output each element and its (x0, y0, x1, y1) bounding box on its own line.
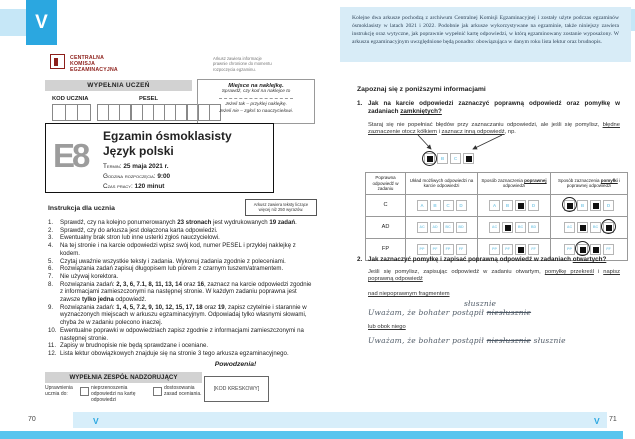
exam-duration-row (103, 183, 164, 190)
instruction-item (48, 234, 316, 242)
answer-box-plain (577, 200, 588, 211)
answer-box-plain (430, 200, 441, 211)
handwritten-example-2: Uważam, że bohater postąpił niesłusznie słusznie (368, 336, 566, 345)
answer-box-circled (564, 200, 575, 211)
start-value: 9:00 (157, 173, 171, 180)
answer-letter: BD (530, 225, 537, 230)
answer-box-row (552, 200, 626, 211)
entry-cell (77, 104, 91, 121)
answer-box-circled (577, 244, 588, 255)
answer-boxes-cell (478, 194, 551, 216)
instruction-number: 2. (48, 226, 54, 234)
answer-letter: D (459, 202, 463, 208)
barcode-placeholder: [KOD KRESKOWY] (204, 376, 269, 402)
answer-box-plain (489, 200, 500, 211)
question2-number: 2. (357, 256, 363, 263)
instruction-number: 10. (48, 326, 57, 334)
instruction-item (48, 350, 316, 358)
answer-box-row (479, 222, 549, 233)
answer-letter: AC (566, 225, 573, 230)
entry-cell (153, 104, 165, 121)
answer-letter: PP (492, 247, 497, 252)
answer-letter: FF (531, 247, 536, 252)
answer-boxes-cell (406, 194, 478, 216)
answer-letter: A (420, 202, 424, 208)
question2-paragraph: Jeśli się pomylisz, zapisując odpowiedź w zadaniu otwartym, pomyłkę przekreśl i napisz poprawną odpowiedź (368, 269, 620, 283)
answer-box-plain (489, 222, 500, 233)
term-label: Termin: (103, 163, 122, 170)
sticker-yes-line: Jeżeli tak – przyklej naklejkę. (225, 102, 287, 108)
instruction-title: Instrukcja dla ucznia (48, 205, 115, 212)
answer-box-plain (528, 200, 539, 211)
question2-text: Jak zaznaczyć pomyłkę i zapisać poprawną odpowiedź w zadaniach otwartych? (368, 256, 607, 263)
answer-letter: PF (505, 247, 510, 252)
answer-letter: C (446, 202, 450, 208)
instruction-text: Na tej stronie i na karcie odpowiedzi wpisz swój kod, numer PESEL i przyklej naklejkę z kodem. (60, 242, 296, 257)
answer-box-plain (456, 244, 467, 255)
answer-letter: PP (419, 247, 425, 252)
instruction-number: 1. (48, 219, 54, 226)
answer-box-plain (528, 244, 539, 255)
instruction-text: Sprawdź, czy na kolejno ponumerowanych 23 stronach jest wydrukowanych 19 zadań. (60, 219, 297, 226)
page-edge-decoration-left (0, 9, 26, 36)
answer-box-plain (456, 200, 467, 211)
page-number-right: 71 (609, 416, 617, 423)
answer-box-plain (515, 222, 526, 233)
exam-subject: Język polski (103, 144, 174, 158)
answer-box-plain (417, 222, 428, 233)
entry-cell (65, 104, 79, 121)
cke-logo-icon (50, 54, 65, 69)
instruction-item (48, 242, 316, 257)
answer-box-plain (603, 200, 614, 211)
label-above-fragment: nad niepoprawnym fragmentem (368, 291, 450, 297)
answer-letter: C (453, 156, 458, 161)
answer-box-plain (502, 244, 513, 255)
instruction-text: Lista lektur obowiązkowych znajduje się na stronie 3 tego arkusza egzaminacyjnego. (60, 349, 289, 357)
instruction-item (48, 273, 316, 281)
footer-chapter-letter-left: V (93, 415, 99, 426)
page-number-left: 70 (28, 416, 36, 423)
answer-letter: AC (419, 225, 425, 230)
instruction-text: Zapisy w brudnopisie nie będą sprawdzane i oceniane. (60, 342, 209, 350)
answer-letter: A (492, 202, 497, 208)
question1-text: Jak na karcie odpowiedzi zaznaczyć poprawną odpowiedź oraz pomyłkę w zadaniach zamkniętych? (368, 100, 620, 115)
answer-boxes-cell (551, 194, 628, 216)
instruction-item (48, 219, 316, 227)
answer-box-row (407, 222, 476, 233)
instruction-number: 11. (48, 342, 57, 350)
table-header-cell: Poprawna odpowiedź w zadaniu (366, 173, 406, 195)
handwritten-example-1: Uważam, że bohater postąpił niesłusznie (368, 308, 532, 317)
answer-box-plain (603, 244, 614, 255)
answer-box-circled (603, 222, 614, 233)
answer-box-plain (489, 244, 500, 255)
entry-cell (119, 104, 131, 121)
answer-box-plain (590, 222, 601, 233)
correct-answer-cell: FP (366, 238, 406, 260)
instruction-number: 3. (48, 234, 54, 242)
entry-cell (175, 104, 187, 121)
instruction-number: 7. (48, 272, 54, 280)
answer-box-filled (577, 222, 588, 233)
instruction-number: 4. (48, 242, 54, 250)
handwritten-correction: słusznie (464, 299, 497, 308)
instruction-text: Ewentualne poprawki w odpowiedziach zapisz zgodnie z informacjami zamieszczonymi na następnej stronie. (60, 326, 304, 342)
start-label: Godzina rozpoczęcia: (103, 173, 156, 180)
instruction-item (48, 265, 316, 273)
instruction-number: 12. (48, 349, 57, 357)
entry-cell (52, 104, 66, 121)
answer-letter: PF (432, 247, 438, 252)
entry-cell (164, 104, 176, 121)
sticker-title: Miejsce na naklejkę. (228, 83, 284, 89)
instruction-number: 5. (48, 257, 54, 265)
instruction-number: 8. (48, 280, 54, 288)
footer-chapter-letter-right: V (594, 415, 600, 426)
good-luck-text: Powodzenia! (214, 361, 257, 368)
answer-box-row (479, 244, 549, 255)
answer-letter: BC (592, 225, 599, 230)
answer-box-filled (515, 200, 526, 211)
answer-box-plain (564, 222, 575, 233)
instruction-item (48, 258, 316, 266)
word-count-note: Arkusz zawiera teksty liczące więcej niż 250 wyrazów. (245, 199, 317, 216)
table-header-cell: Układ możliwych odpowiedzi na karcie odpowiedzi (406, 173, 478, 195)
answer-box-circled (424, 153, 435, 164)
supervisor-option-label: dostosowania zasad oceniania. (164, 385, 202, 397)
chapter-tab (26, 0, 57, 45)
sticker-no-line: Jeżeli nie – zgłoś to nauczycielowi. (218, 108, 294, 114)
answer-letter: B (580, 202, 585, 208)
example-answer-boxes (424, 153, 474, 164)
answer-box-plain (528, 222, 539, 233)
legal-note: Arkusz zawiera informacje prawnie chronione do momentu rozpoczęcia egzaminu. (213, 56, 272, 72)
answer-box-row (407, 200, 476, 211)
cke-name: CENTRALNA KOMISJA EGZAMINACYJNA (70, 55, 118, 74)
sticker-separator (219, 98, 292, 99)
answer-letter: FF (606, 247, 611, 252)
checkbox-icon (80, 387, 89, 396)
instruction-item (48, 227, 316, 235)
question1-paragraph: Staraj się nie popełniać błędów przy zaznaczaniu odpowiedzi, ale jeśli się pomylisz, błędne zaznaczenie otocz kółkiem i zaznacz inną odpowiedź, np. (368, 122, 620, 136)
instruction-item (48, 281, 316, 304)
answer-letter: AC (491, 225, 498, 230)
answer-letter: B (505, 202, 510, 208)
answer-box-plain (417, 200, 428, 211)
answer-box-plain (430, 244, 441, 255)
pointer-arrows-icon (410, 134, 510, 152)
instruction-item (48, 304, 316, 327)
instruction-item (48, 342, 316, 350)
instruction-text: Rozwiązania zadań zapisuj długopisem lub piórem z czarnym tuszem/atramentem. (60, 265, 284, 273)
answer-box-plain (443, 200, 454, 211)
label-beside-fragment: lub obok niego (368, 324, 406, 330)
table-header-row (366, 173, 628, 195)
answer-letter: B (440, 156, 445, 161)
marking-instruction-table (365, 172, 628, 261)
supervisor-option-label: nieprzenoszenia odpowiedzi na kartę odpowiedzi (91, 385, 136, 403)
answer-letter: BD (458, 225, 464, 230)
answer-letter: PP (567, 247, 572, 252)
answer-box-plain (502, 200, 513, 211)
answer-box-filled (502, 222, 513, 233)
answer-letter: D (606, 202, 611, 208)
e8-logo: E8 (53, 137, 88, 174)
instruction-text: Sprawdź, czy do arkusza jest dołączona karta odpowiedzi. (60, 226, 218, 234)
student-code-label: KOD UCZNIA (52, 96, 89, 102)
entry-cell (97, 104, 109, 121)
exam-term-row (103, 163, 169, 170)
instruction-text: Rozwiązania zadań: 2, 3, 6, 7.1, 8, 11, 13, 14 oraz 16, zaznacz na karcie odpowiedzi zgodnie z informacjami zamieszczonymi na następnej stronie. W każdym zadaniu poprawna jest zawsze tylko jedna odpowiedź. (60, 280, 312, 304)
answer-box-filled (590, 244, 601, 255)
duration-label: Czas pracy: (103, 183, 133, 190)
instruction-list (48, 219, 316, 358)
entry-cell (131, 104, 143, 121)
section-title: Zapoznaj się z poniższymi informacjami (357, 86, 486, 93)
question1-number: 1. (357, 100, 363, 107)
answer-box-row (552, 244, 626, 255)
answer-letter: FP (445, 247, 451, 252)
answer-letter: FF (458, 247, 464, 252)
answer-box-row (552, 222, 626, 233)
chapter-letter: V (35, 11, 48, 33)
instruction-text: Ewentualny brak stron lub inne usterki zgłoś nauczycielowi. (60, 234, 220, 242)
entry-cell (142, 104, 154, 121)
answer-box-plain (437, 153, 448, 164)
instruction-text: Rozwiązania zadań: 1, 4, 5, 7.2, 9, 10, 12, 15, 17, 18 oraz 19, zapisz czytelnie i starannie w wyznaczonych miejscach w arkuszu egzaminacyjnym. Odpowiadaj tylko własnymi słowami, chyba że w zadaniu polecono inaczej. (60, 303, 307, 327)
answer-box-plain (417, 244, 428, 255)
supervisor-option (80, 386, 147, 404)
exam-start-row (103, 173, 170, 180)
instruction-item (48, 327, 316, 342)
answer-letter: B (433, 202, 437, 208)
fill-student-bar: WYPEŁNIA UCZEŃ (45, 80, 192, 91)
answer-boxes-cell (406, 216, 478, 238)
supervisor-option (153, 386, 206, 404)
answer-box-plain (443, 222, 454, 233)
answer-boxes-cell (478, 216, 551, 238)
exam-title: Egzamin ósmoklasisty (103, 129, 232, 143)
answer-box-filled (463, 153, 474, 164)
answer-box-row (479, 200, 549, 211)
instruction-number: 9. (48, 303, 54, 311)
answer-box-plain (443, 244, 454, 255)
table-row (366, 194, 628, 216)
footer-band (73, 412, 607, 428)
checkbox-icon (153, 387, 162, 396)
answer-letter: BC (517, 225, 524, 230)
answer-box-plain (456, 222, 467, 233)
supervisor-row (45, 386, 205, 404)
answer-letter: BC (445, 225, 451, 230)
supervisor-bar: WYPEŁNIA ZESPÓŁ NADZORUJĄCY (45, 372, 202, 383)
student-code-boxes (52, 104, 90, 121)
pesel-label: PESEL (138, 96, 158, 102)
footer-dark-band (0, 431, 623, 439)
term-value: 25 maja 2021 r. (123, 163, 169, 170)
answer-letter: D (531, 202, 536, 208)
supervisor-prefix: Uprawnienia ucznia do: (45, 385, 73, 397)
sticker-check-line: Sprawdź, czy kod na naklejce to (221, 89, 291, 94)
answer-box-row (407, 244, 476, 255)
table-header-cell: Sposób zaznaczenia poprawnej odpowiedzi (478, 173, 551, 195)
answer-boxes-cell (551, 216, 628, 238)
table-row (366, 216, 628, 238)
answer-box-plain (450, 153, 461, 164)
duration-value: 120 minut (134, 183, 165, 190)
table-header-cell: Sposób zaznaczenia pomyłki i poprawnej odpowiedzi (551, 173, 628, 195)
instruction-text: Czytaj uważnie wszystkie teksty i zadania. Wykonuj zadania zgodnie z poleceniami. (60, 257, 286, 265)
answer-box-plain (564, 244, 575, 255)
intro-info-box: Kolejne dwa arkusze pochodzą z archiwum Centralnej Komisji Egzaminacyjnej i zostały użyte podczas egzaminów ósmoklasisty w latach 2021 i 2022. Podobnie jak arkusze wykorzystywane na egzaminie, także niniejszy zawiera instrukcję oraz wytyczne, jak poprawnie wypełnić kartę odpowiedzi, w którą egzaminowany zostanie wyposażony. W arkuszu egzaminacyjnym uwzględnione będą ponadto: obowiązująca w danym roku lista lektur oraz brudnopis. (340, 7, 631, 62)
instruction-number: 6. (48, 265, 54, 273)
sticker-area (197, 79, 315, 124)
answer-box-filled (515, 244, 526, 255)
correct-answer-cell: C (366, 194, 406, 216)
entry-cell (108, 104, 120, 121)
exam-header-box (45, 123, 274, 193)
instruction-text: Nie używaj korektora. (60, 272, 119, 280)
answer-box-filled (590, 200, 601, 211)
answer-letter: AD (432, 225, 438, 230)
answer-box-plain (430, 222, 441, 233)
correct-answer-cell: AD (366, 216, 406, 238)
